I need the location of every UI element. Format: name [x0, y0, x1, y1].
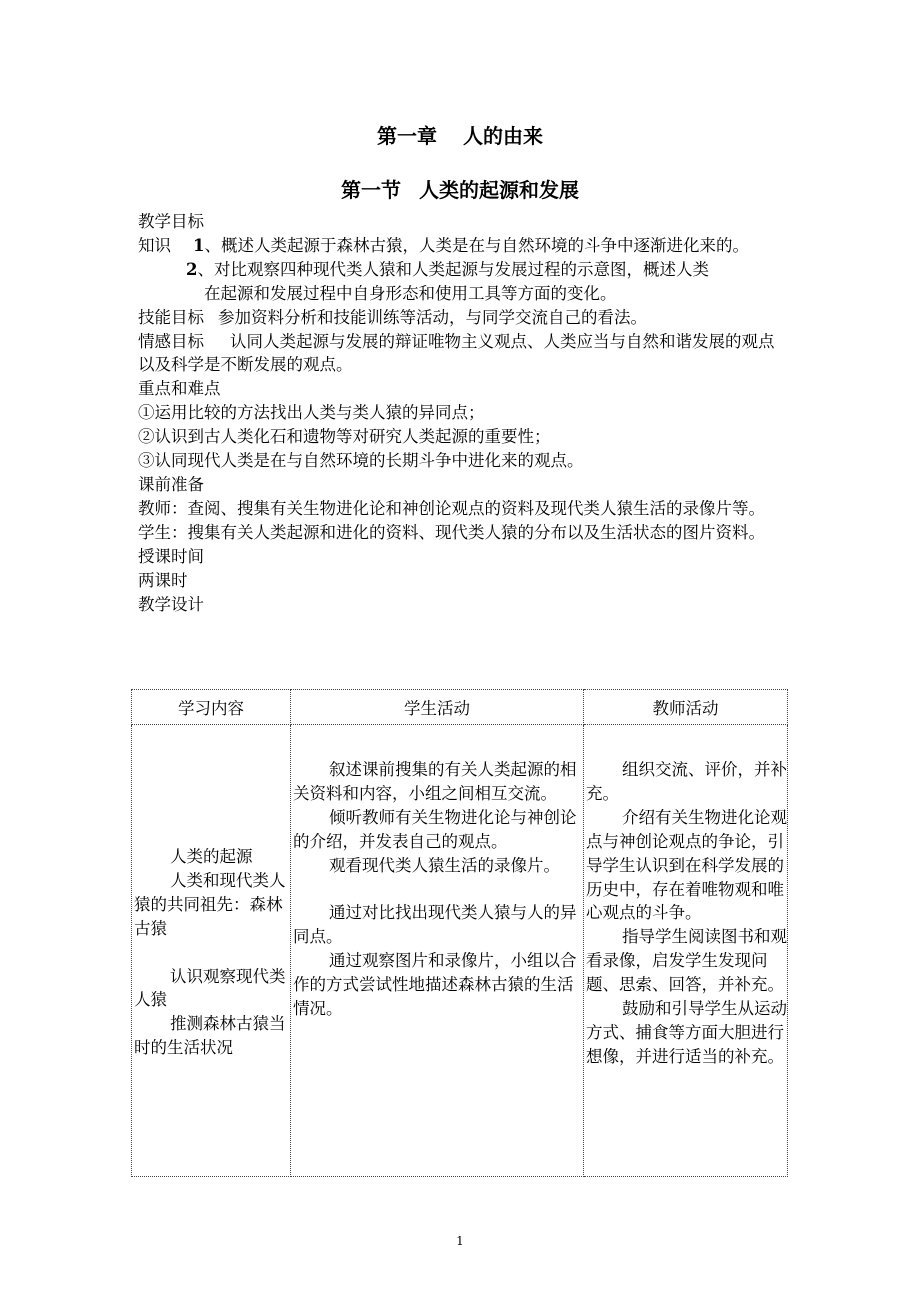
- knowledge-label: 知识: [138, 235, 171, 255]
- section-name: 人类的起源和发展: [419, 178, 579, 202]
- student-activity: 通过对比找出现代类人猿与人的异同点。: [293, 903, 577, 947]
- knowledge-2-number: 2: [186, 259, 198, 279]
- objectives-heading: 教学目标: [138, 212, 204, 231]
- student-preparation: 学生：搜集有关人类起源和进化的资料、现代类人猿的分布以及生活状态的图片资料。: [138, 522, 765, 542]
- column-header-teacher: 教师活动: [584, 690, 788, 725]
- student-activity: 通过观察图片和录像片，小组以合作的方式尝试性地描述森林古猿的生活情况。: [293, 951, 577, 1019]
- chapter-name: 人的由来: [463, 124, 543, 148]
- teacher-activity: 组织交流、评价，并补充。: [586, 760, 787, 803]
- teacher-activity: 介绍有关生物进化论观点与神创论观点的争论，引导学生认识到在科学发展的历史中，存在着唯物观和唯心观点的斗争。: [586, 807, 787, 923]
- table-header-row: [132, 690, 788, 725]
- key-points-heading: 重点和难点: [138, 379, 221, 399]
- content-item: 认识观察现代类人猿: [134, 966, 286, 1010]
- chapter-number: 第一章: [377, 124, 437, 148]
- column-header-student: 学生活动: [291, 690, 584, 725]
- student-activity: 叙述课前搜集的有关人类起源的相关资料和内容，小组之间相互交流。: [293, 760, 577, 803]
- key-point-item: ②认识到古人类化石和遗物等对研究人类起源的重要性；: [138, 427, 551, 447]
- schedule-heading: 授课时间: [138, 546, 204, 566]
- knowledge-objective-2: [138, 258, 788, 282]
- lesson-body: [138, 210, 788, 616]
- chapter-title: [0, 120, 920, 149]
- knowledge-1-text: 、概述人类起源于森林古猿，人类是在与自然环境的斗争中逐渐进化来的。: [204, 235, 749, 255]
- knowledge-objective-1: [138, 234, 788, 258]
- student-activity-cell: [291, 725, 584, 1177]
- teacher-activity-cell: [584, 725, 788, 1177]
- teacher-activity: 指导学生阅读图书和观看录像，启发学生发现问题、思索、回答，并补充。: [586, 927, 787, 995]
- skill-objective: [138, 306, 788, 330]
- key-point-item: ③认同现代人类是在与自然环境的长期斗争中进化来的观点。: [138, 451, 584, 471]
- content-item: 推测森林古猿当时的生活状况: [134, 1014, 286, 1058]
- skill-text: 参加资料分析和技能训练等活动，与同学交流自己的看法。: [218, 307, 647, 327]
- content-item: 人类和现代类人猿的共同祖先：森林古猿: [134, 870, 286, 938]
- column-header-content: 学习内容: [132, 690, 291, 725]
- knowledge-2-line2: 在起源和发展过程中自身形态和使用工具等方面的变化。: [204, 283, 617, 303]
- emotion-objective: [138, 330, 788, 378]
- design-heading: 教学设计: [138, 594, 204, 614]
- knowledge-2-line1: 、对比观察四种现代类人猿和人类起源与发展过程的示意图，概述人类: [197, 259, 709, 279]
- teacher-activity: 鼓励和引导学生从运动方式、捕食等方面大胆进行想像，并进行适当的补充。: [586, 999, 787, 1066]
- key-point-item: ①运用比较的方法找出人类与类人猿的异同点；: [138, 403, 485, 423]
- table-row: [132, 725, 788, 1177]
- skill-label: 技能目标: [138, 307, 204, 327]
- student-activity: 观看现代类人猿生活的录像片。: [329, 855, 560, 875]
- section-number: 第一节: [341, 178, 401, 202]
- student-activity: 倾听教师有关生物进化论与神创论的介绍，并发表自己的观点。: [293, 807, 577, 851]
- content-item: 人类的起源: [170, 847, 253, 866]
- emotion-text: 认同人类起源与发展的辩证唯物主义观点、人类应当与自然和谐发展的观点以及科学是不断发展的观点。: [138, 331, 775, 375]
- content-cell: [132, 725, 291, 1177]
- schedule-value: 两课时: [138, 570, 188, 590]
- page-number: 1: [456, 1234, 464, 1248]
- preparation-heading: 课前准备: [138, 474, 204, 494]
- teaching-design-table: [131, 689, 788, 1177]
- knowledge-1-number: 1: [193, 235, 205, 255]
- section-title: [0, 174, 920, 203]
- emotion-label: 情感目标: [138, 331, 204, 351]
- teacher-preparation: 教师：查阅、搜集有关生物进化论和神创论观点的资料及现代类人猿生活的录像片等。: [138, 498, 765, 518]
